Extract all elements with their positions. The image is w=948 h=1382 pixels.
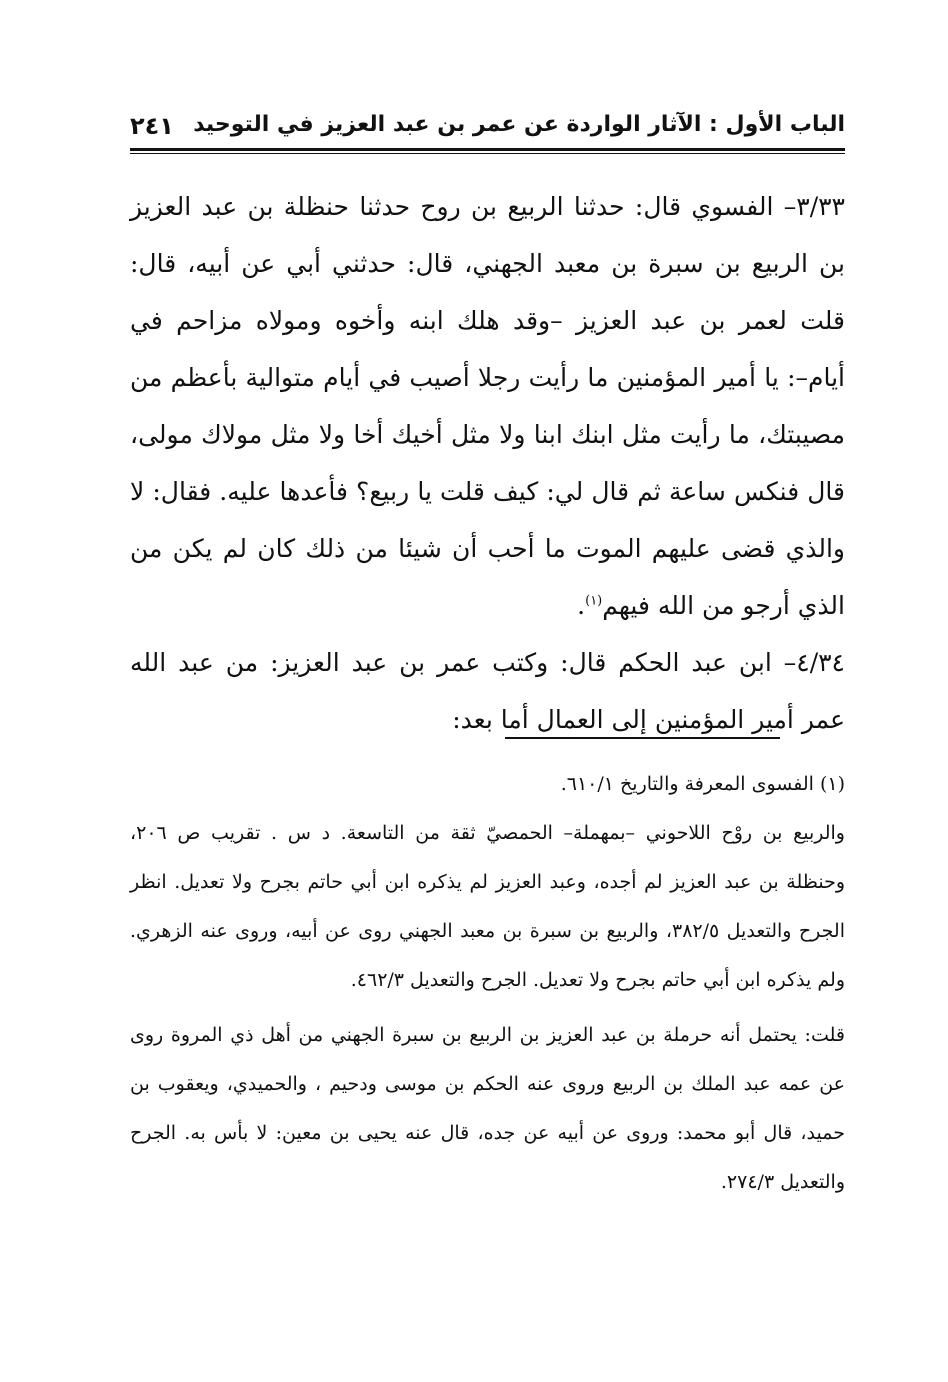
footnote-separator: [505, 737, 780, 739]
footnote-1: (١) الفسوى المعرفة والتاريخ ٦١٠/١.: [560, 773, 845, 795]
footnotes: [130, 760, 845, 1207]
running-title: الباب الأول : الآثار الواردة عن عمر بن عبد العزيز في التوحيد: [193, 112, 845, 137]
header-rule-thin: [130, 153, 845, 154]
narration-paragraph-33: [130, 178, 845, 634]
narration-paragraph-34: ٤/٣٤– ابن عبد الحكم قال: وكتب عمر بن عبد العزيز: من عبد الله عمر أمير المؤمنين إلى العمال أما بعد:: [130, 648, 845, 734]
header-rule-thick: [130, 148, 845, 151]
page-number: ٢٤١: [130, 112, 174, 140]
main-text: [130, 178, 845, 748]
narration-end-33: .: [577, 591, 586, 620]
footnote-1-comment: قلت: يحتمل أنه حرملة بن عبد العزيز بن الربيع بن سبرة الجهني من أهل ذي المروة روى عن عمه عبد الملك بن الربيع وروى عنه الحكم بن موسى ودحيم ، والحميدي، ويعقوب بن حميد، قال أبو محمد: وروى عن أبيه عن جده، قال عنه يحيى بن معين: لا بأس به. الجرح والتعديل ٢٧٤/٣.: [130, 1024, 845, 1193]
footnote-reference[interactable]: (١): [585, 593, 603, 609]
footnote-1-narrators: والربيع بن روْح اللاحوني –بمهملة– الحمصيّ ثقة من التاسعة. د س . تقريب ص ٢٠٦، وحنظلة بن عبد العزيز لم أجده، وعبد العزيز لم يذكره ابن أبي حاتم بجرح ولا تعديل. انظر الجرح والتعديل ٣٨٢/٥، والربيع بن سبرة بن معبد الجهني روى عن أبيه، وروى عنه الزهري. ولم يذكره ابن أبي حاتم بجرح ولا تعديل. الجرح والتعديل ٤٦٢/٣.: [130, 822, 845, 991]
page-header: [130, 108, 845, 148]
narration-text-33: ٣/٣٣– الفسوي قال: حدثنا الربيع بن روح حدثنا حنظلة بن عبد العزيز بن الربيع بن سبرة بن معبد الجهني، قال: حدثني أبي عن أبيه، قال: قلت لعمر بن عبد العزيز –وقد هلك ابنه وأخوه ومولاه مزاحم في أيام–: يا أمير المؤمنين ما رأيت رجلا أصيب في أيام متوالية بأعظم من مصيبتك، ما رأيت مثل ابنك ابنا ولا مثل أخيك أخا ولا مثل مولاك مولى، قال فنكس ساعة ثم قال لي: كيف قلت يا ربيع؟ فأعدها عليه. فقال: لا والذي قضى عليهم الموت ما أحب أن شيئا من ذلك كان لم يكن من الذي أرجو من الله فيهم: [130, 192, 845, 620]
